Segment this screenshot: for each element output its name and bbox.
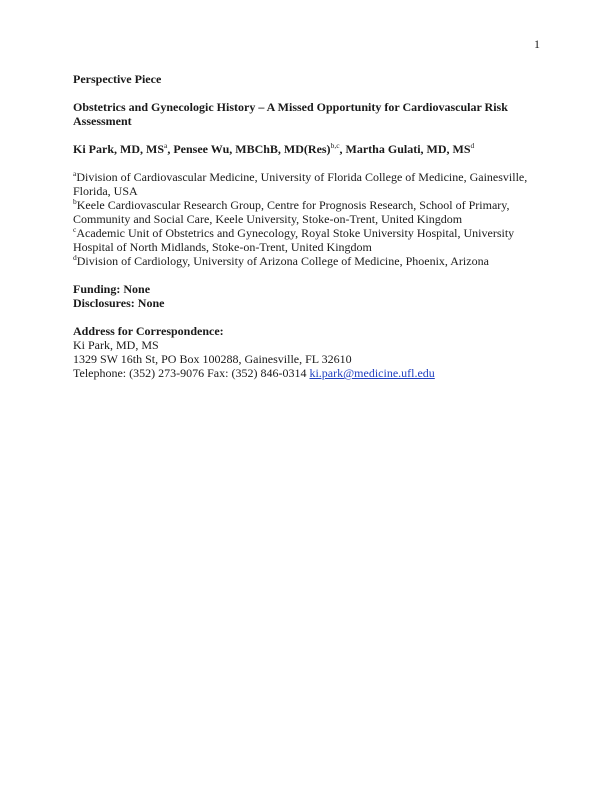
affiliation-item bbox=[73, 254, 543, 268]
author-affiliation-mark: d bbox=[470, 141, 475, 150]
correspondence-address: 1329 SW 16th St, PO Box 100288, Gainesville, FL 32610 bbox=[73, 352, 352, 366]
affiliation-mark: a bbox=[73, 169, 77, 178]
affiliation-text: Academic Unit of Obstetrics and Gynecology, Royal Stoke University Hospital, University Hospital of North Midlands, Stoke-on-Trent, United Kingdom bbox=[73, 226, 515, 254]
phone-fax-text: Telephone: (352) 273-9076 Fax: (352) 846-0314 bbox=[73, 366, 310, 380]
article-type: Perspective Piece bbox=[73, 72, 162, 86]
author-separator: , bbox=[339, 142, 346, 156]
affiliation-item bbox=[73, 170, 543, 198]
affiliation-item bbox=[73, 226, 543, 254]
author-name: Pensee Wu, MBChB, MD(Res) bbox=[173, 142, 331, 156]
page-number: 1 bbox=[534, 37, 540, 51]
affiliation-mark: c bbox=[73, 225, 77, 234]
affiliation-item bbox=[73, 198, 543, 226]
author-affiliation-mark: b,c bbox=[330, 141, 340, 150]
funding-statement: Funding: None bbox=[73, 282, 151, 296]
affiliation-text: Division of Cardiovascular Medicine, University of Florida College of Medicine, Gainesville, Florida, USA bbox=[73, 170, 528, 198]
email-link[interactable]: ki.park@medicine.ufl.edu bbox=[309, 366, 435, 380]
affiliation-mark: b bbox=[73, 197, 77, 206]
affiliation-text: Keele Cardiovascular Research Group, Centre for Prognosis Research, School of Primary, Community and Social Care, Keele University, Stoke-on-Trent, United Kingdom bbox=[73, 198, 510, 226]
author-name: Martha Gulati, MD, MS bbox=[345, 142, 471, 156]
title-page-content bbox=[73, 72, 543, 380]
affiliation-list bbox=[73, 170, 543, 268]
author-separator: , bbox=[167, 142, 174, 156]
author-name: Ki Park, MD, MS bbox=[73, 142, 164, 156]
affiliation-text: Division of Cardiology, University of Arizona College of Medicine, Phoenix, Arizona bbox=[76, 254, 489, 268]
correspondence-heading: Address for Correspondence: bbox=[73, 324, 224, 338]
correspondence-name: Ki Park, MD, MS bbox=[73, 338, 159, 352]
affiliation-mark: d bbox=[73, 253, 77, 262]
article-title: Obstetrics and Gynecologic History – A Missed Opportunity for Cardiovascular Risk Assessment bbox=[73, 100, 508, 128]
author-affiliation-mark: a bbox=[164, 141, 168, 150]
disclosures-statement: Disclosures: None bbox=[73, 296, 165, 310]
correspondence-contact bbox=[73, 366, 543, 380]
author-list bbox=[73, 142, 543, 156]
